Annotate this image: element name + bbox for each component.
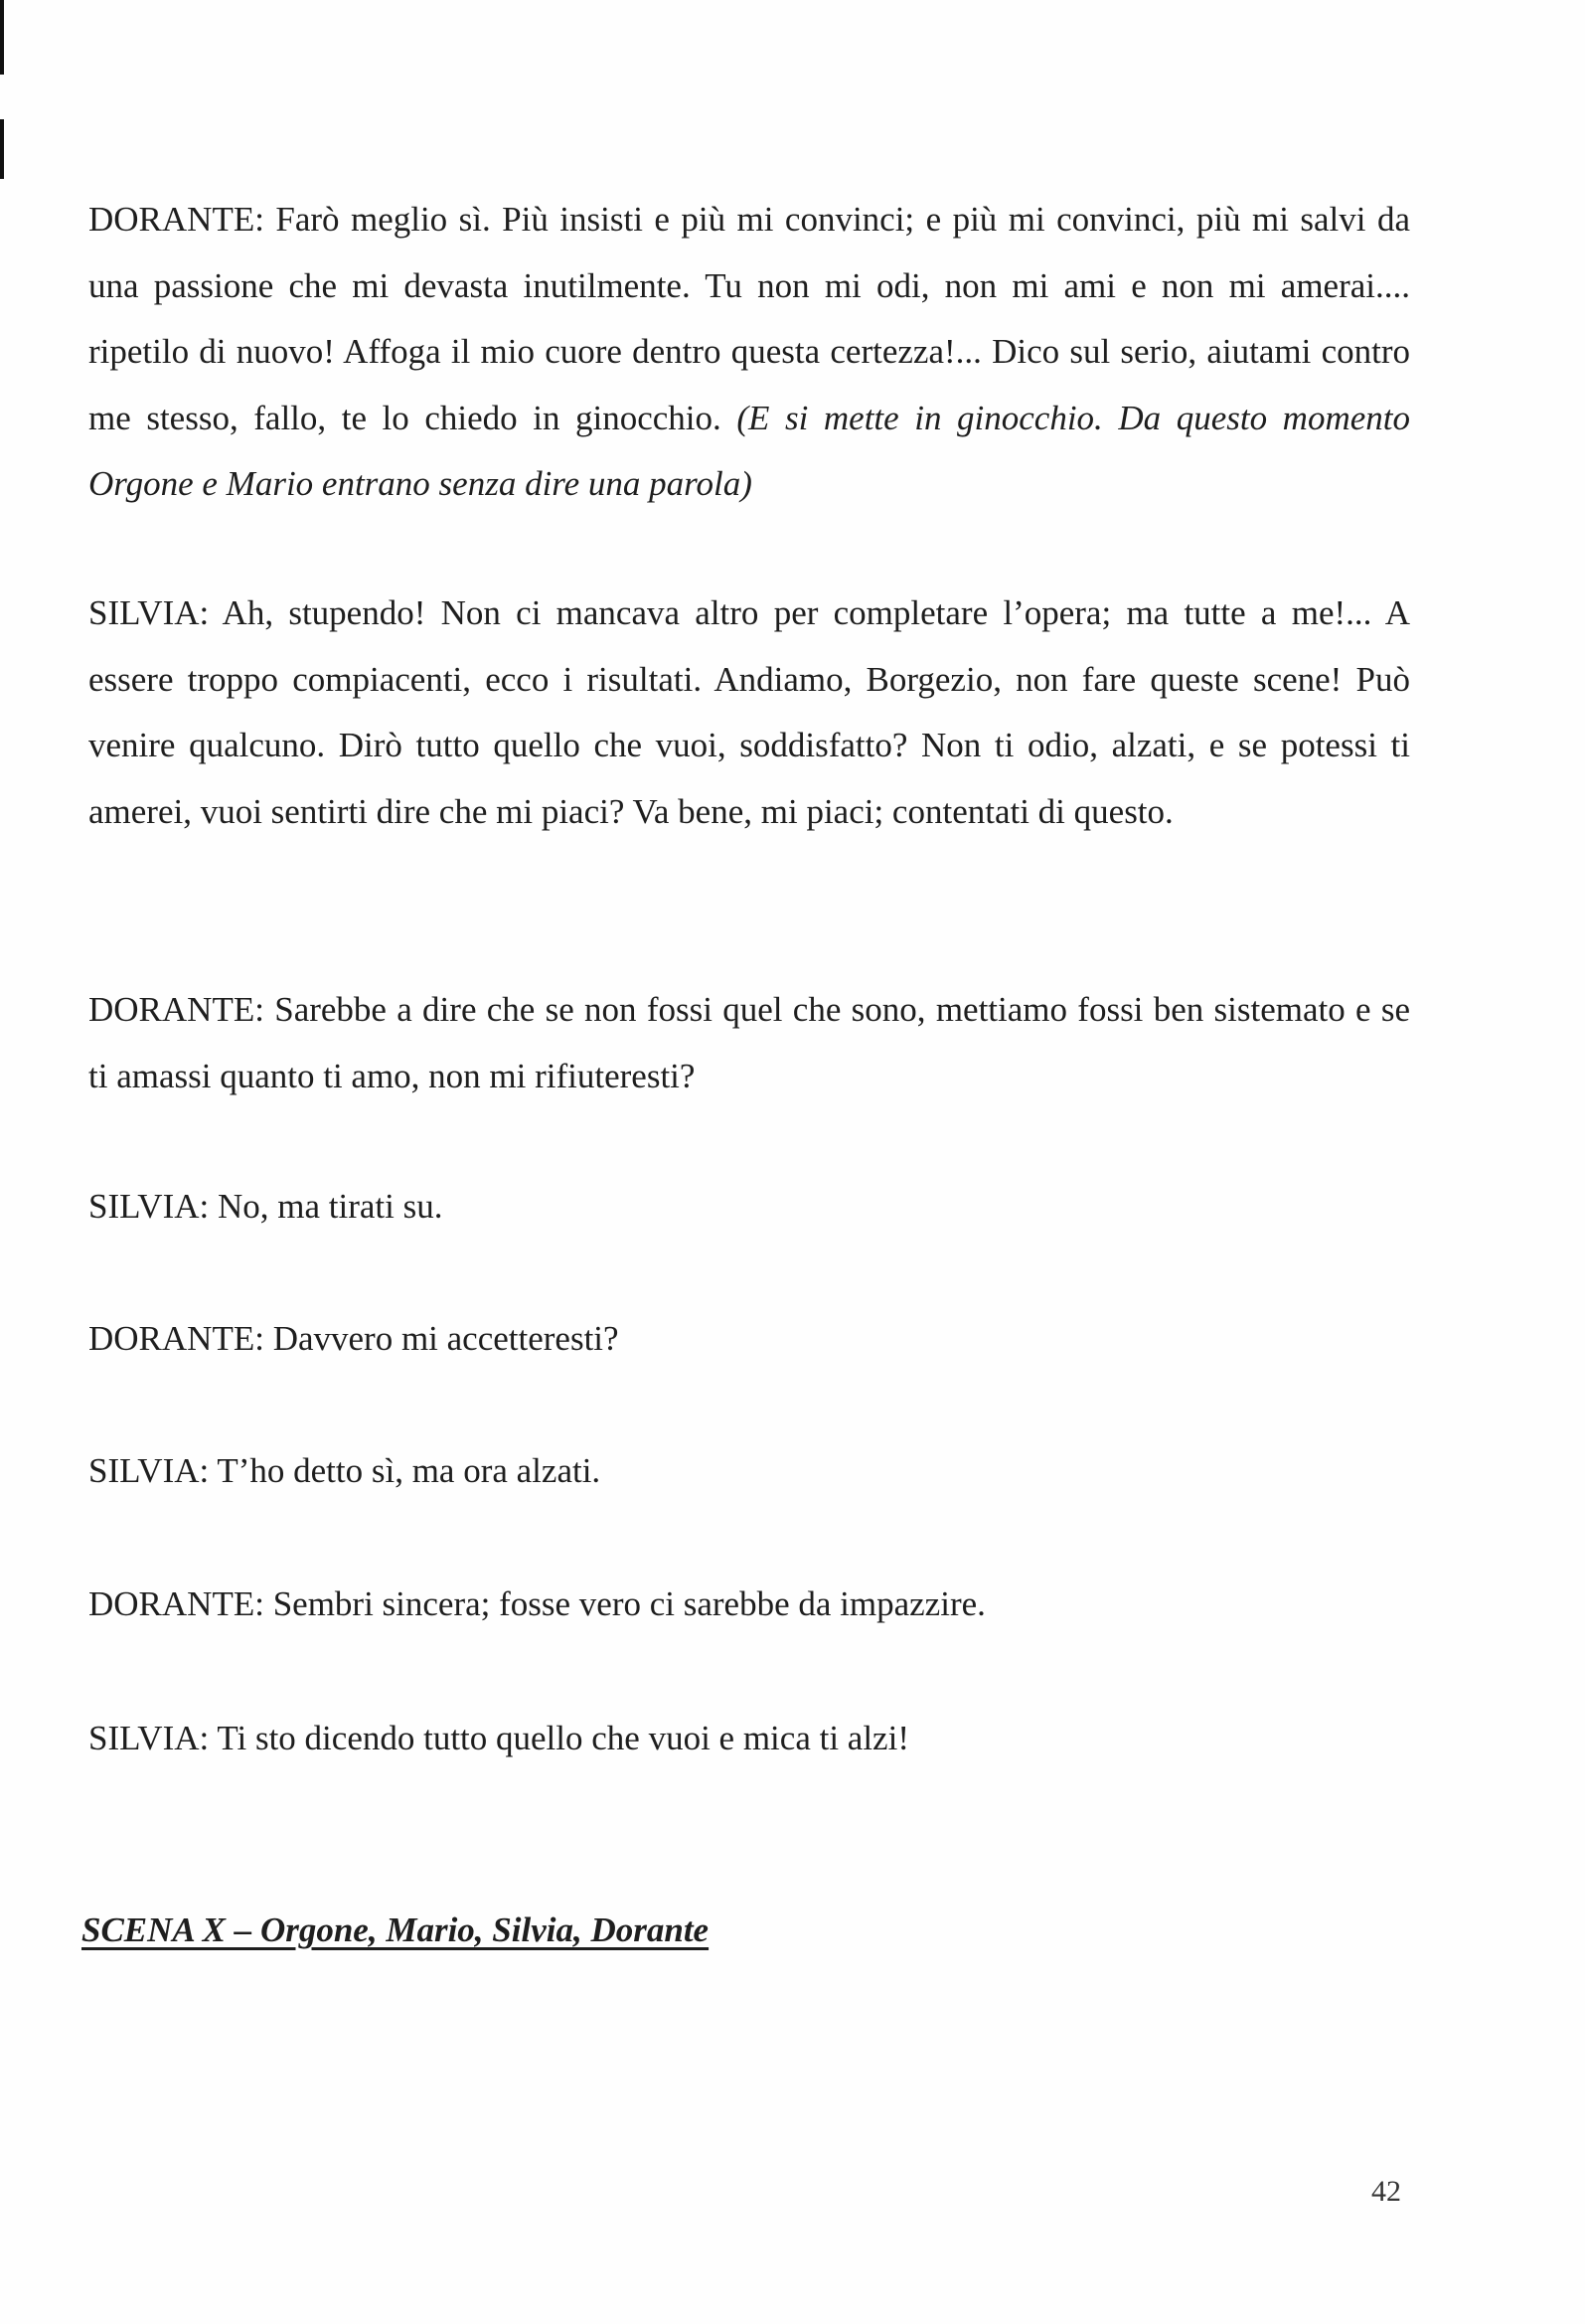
dialogue-text: Davvero mi accetteresti?: [263, 1319, 619, 1358]
dialogue-paragraph: [88, 187, 1410, 518]
speaker: SILVIA:: [88, 1719, 210, 1757]
dialogue-text: T’ho detto sì, ma ora alzati.: [209, 1451, 601, 1490]
dialogue-paragraph: [88, 977, 1410, 1109]
dialogue-paragraph: [88, 581, 1410, 845]
speaker: DORANTE:: [88, 1319, 264, 1358]
dialogue-paragraph: [88, 1174, 1410, 1241]
stage-direction: (E si mette in ginocchio. Da questo momento Orgone e Mario entrano senza dire una parola): [88, 398, 1410, 503]
dialogue-text: No, ma tirati su.: [209, 1187, 443, 1226]
scan-edge-mark: [0, 119, 4, 179]
dialogue-paragraph: [88, 1306, 1410, 1373]
dialogue-text: Ti sto dicendo tutto quello che vuoi e mica ti alzi!: [209, 1719, 909, 1757]
dialogue-text: Sarebbe a dire che se non fossi quel che sono, mettiamo fossi ben sistemato e se ti amassi quanto ti amo, non mi rifiuteresti?: [88, 990, 1410, 1095]
speaker: DORANTE:: [88, 1584, 264, 1623]
speaker: SILVIA:: [88, 1187, 210, 1226]
speaker: DORANTE:: [88, 200, 264, 239]
dialogue-paragraph: [88, 1706, 1410, 1772]
dialogue-paragraph: [88, 1572, 1410, 1638]
dialogue-text: Farò meglio sì. Più insisti e più mi convinci; e più mi convinci, più mi salvi da una passione che mi devasta inutilmente. Tu non mi odi, non mi ami e non mi amerai.... ripetilo di nuovo! Affoga il mio cuore dentro questa certezza!... Dico sul serio, aiutami contro me stesso, fallo, te lo chiedo in ginocchio.: [88, 200, 1410, 437]
scan-edge-mark: [0, 0, 4, 75]
speaker: DORANTE:: [88, 990, 264, 1029]
dialogue-text: Sembri sincera; fosse vero ci sarebbe da impazzire.: [263, 1584, 986, 1623]
dialogue-paragraph: [88, 1438, 1410, 1505]
speaker: SILVIA:: [88, 1451, 210, 1490]
page-number: 42: [1371, 2175, 1401, 2208]
dialogue-text: Ah, stupendo! Non ci mancava altro per completare l’opera; ma tutte a me!... A essere troppo compiacenti, ecco i risultati. Andiamo, Borgezio, non fare queste scene! Può venire qualcuno. Dirò tutto quello che vuoi, soddisfatto? Non ti odio, alzati, e se potessi ti amerei, vuoi sentirti dire che mi piaci? Va bene, mi piaci; contentati di questo.: [88, 593, 1410, 831]
speaker: SILVIA:: [88, 593, 210, 632]
scene-heading: SCENA X – Orgone, Mario, Silvia, Dorante: [81, 1910, 710, 1949]
